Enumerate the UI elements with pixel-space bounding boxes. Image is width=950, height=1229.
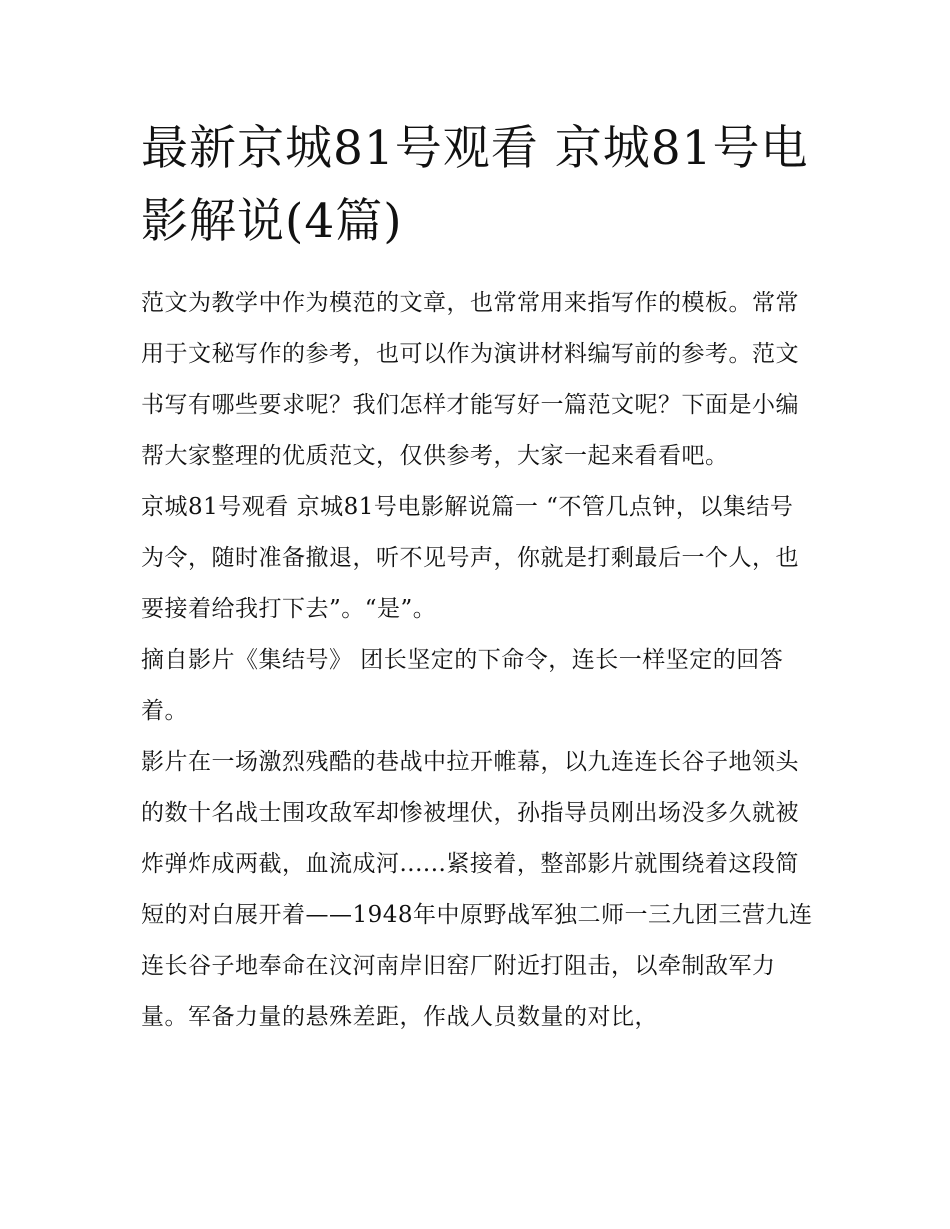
body-paragraph-1: 京城81号观看 京城81号电影解说篇一 “不管几点钟，以集结号为令，随时准备撤退，听不见号声，你就是打剩最后一个人，也要接着给我打下去”。“是”。 (141, 494, 799, 622)
body-paragraph-2: 摘自影片《集结号》 团长坚定的下命令，连长一样坚定的回答着。 (141, 647, 784, 724)
document-page (141, 112, 813, 1043)
document-title: 最新京城81号观看 京城81号电影解说(4篇) (141, 121, 809, 249)
intro-paragraph: 范文为教学中作为模范的文章，也常常用来指写作的模板。常常用于文秘写作的参考，也可以作为演讲材料编写前的参考。范文书写有哪些要求呢？我们怎样才能写好一篇范文呢？下面是小编帮大家整理的优质范文，仅供参考，大家一起来看看吧。 (141, 290, 799, 469)
body-paragraph-3: 影片在一场激烈残酷的巷战中拉开帷幕，以九连连长谷子地领头的数十名战士围攻敌军却惨被埋伏，孙指导员刚出场没多久就被炸弹炸成两截，血流成河......紧接着，整部影片就围绕着这段简短的对白展开着——1948年中原野战军独二师一三九团三营九连连长谷子地奉命在汶河南岸旧窑厂附近打阻击，以牵制敌军力量。军备力量的悬殊差距，作战人员数量的对比， (141, 749, 813, 1030)
